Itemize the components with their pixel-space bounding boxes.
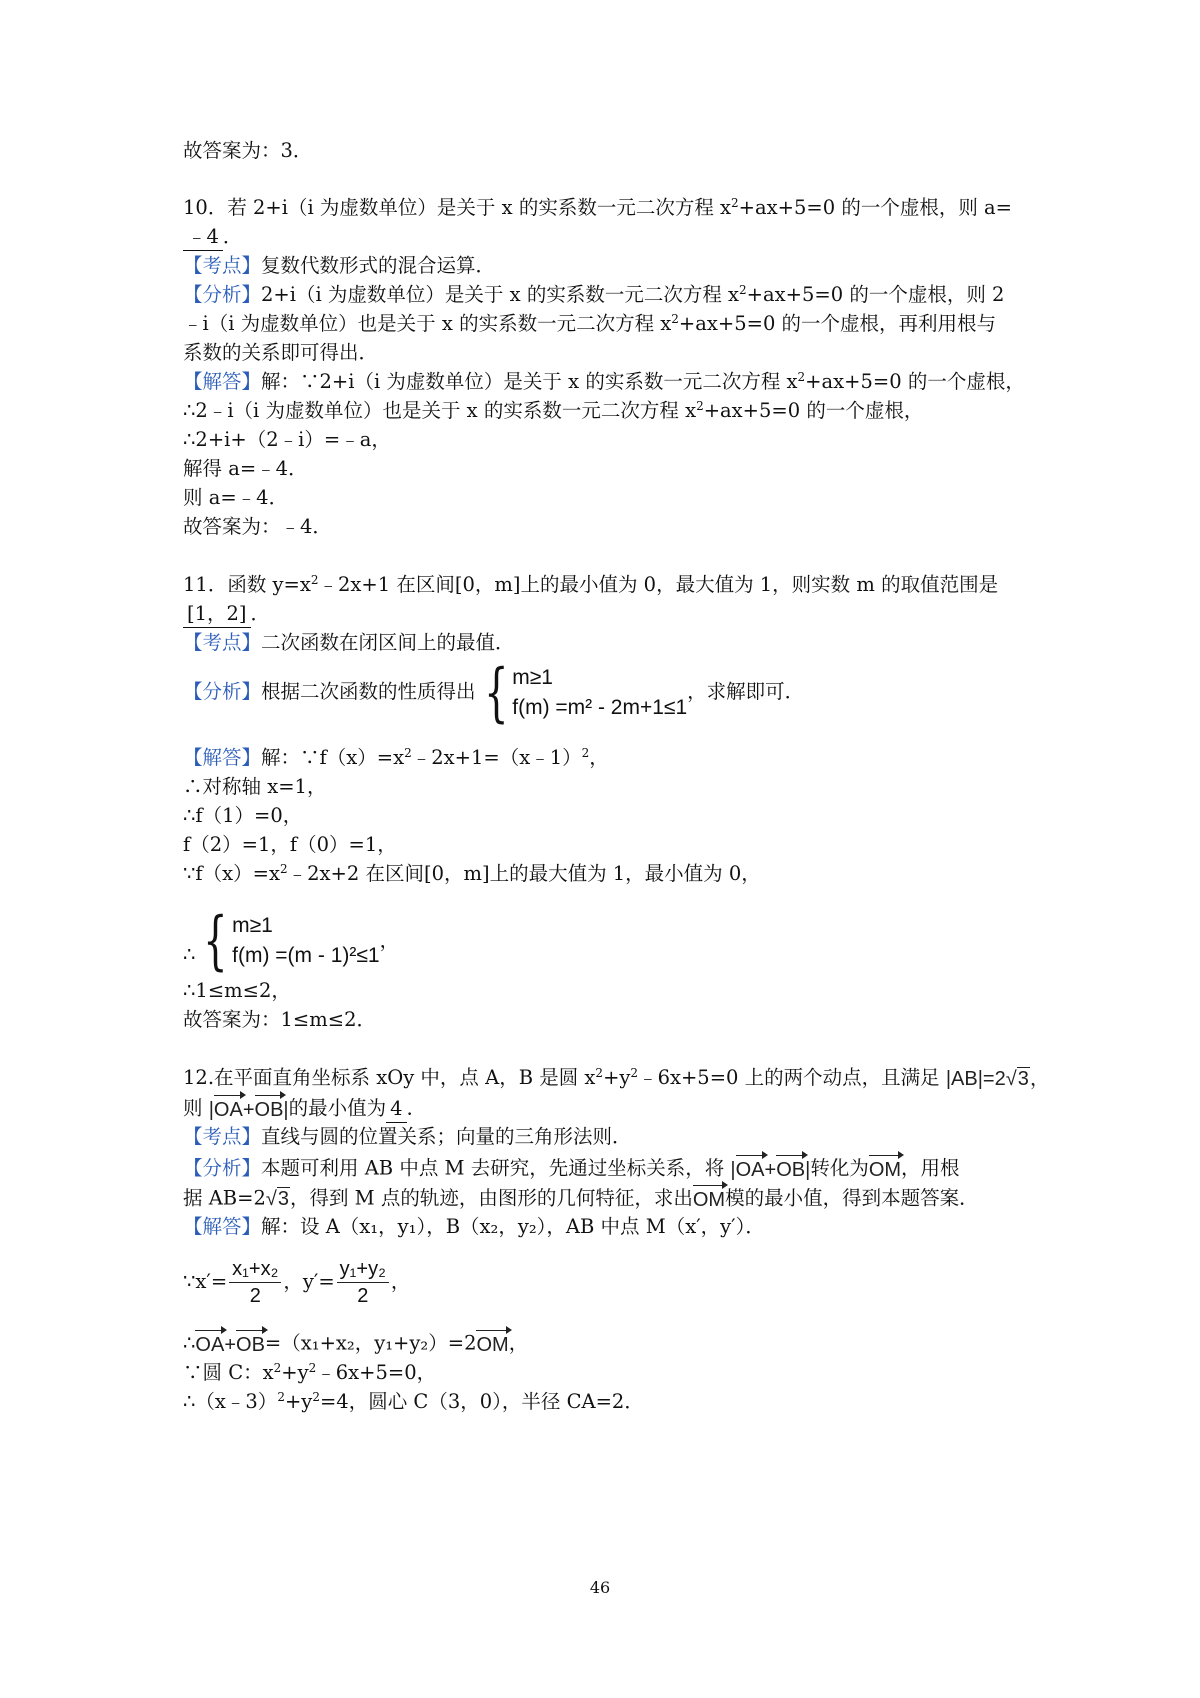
- q11-jieda-8: 故答案为：1≤m≤2．: [183, 1008, 376, 1031]
- q10-kaodian: 【考点】复数代数形式的混合运算．: [183, 254, 496, 277]
- fenxi-tag: 【分析】: [183, 283, 262, 306]
- q12-answer: 4: [386, 1096, 406, 1123]
- kaodian-tag: 【考点】: [183, 1125, 262, 1148]
- q10-jieda-3: ∴2+i+（2﹣i）=﹣a，: [183, 428, 391, 451]
- page-number: 46: [589, 1578, 611, 1597]
- q11-jieda-6: ∴ { m≥1 f(m) =(m - 1)²≤1 ，: [183, 904, 400, 978]
- q10-answer: ﹣4: [183, 224, 223, 251]
- q11-fenxi: 【分析】根据二次函数的性质得出 { m≥1 f(m) =m² - 2m+1≤1 ，求解即可．: [183, 655, 805, 730]
- vector-sum-abs: |OA+OB|: [209, 1095, 289, 1123]
- q12-stem-2: 则 |OA+OB|的最小值为 4 ．: [183, 1096, 427, 1121]
- q11-jieda-3: ∴f（1）=0，: [183, 804, 303, 827]
- q11-jieda-7: ∴1≤m≤2，: [183, 979, 291, 1002]
- q12-kaodian: 【考点】直线与圆的位置关系；向量的三角形法则．: [183, 1125, 632, 1148]
- q10-answer-line: ﹣4 ．: [183, 224, 242, 251]
- q12-jieda-2: ∵x′= $\frac{\text{x₁+x₂}}{2}$ ，y′= $\frac{\text{y₁+y₂}}{2}$ ，: [183, 1258, 411, 1307]
- q10-jieda-5: 则 a=﹣4．: [183, 486, 289, 509]
- fenxi-tag: 【分析】: [183, 680, 262, 703]
- ab-length-formula: |AB|=2√3，: [945, 1067, 1050, 1090]
- q10-jieda-1: 【解答】解：∵2+i（i 为虚数单位）是关于 x 的实系数一元二次方程 $x^2+ax+5=0$ 的一个虚根，: [183, 370, 1025, 393]
- jieda-tag: 【解答】: [183, 370, 262, 393]
- q10-fenxi-3: 系数的关系即可得出．: [183, 341, 379, 364]
- q11-stem: 11．函数 $y=x^2﹣2x+1$ 在区间[0，m]上的最小值为 0，最大值为 1，则实数 m 的取值范围是: [183, 573, 999, 596]
- fraction-y: $\frac{\text{y₁+y₂}}{2}$: [337, 1256, 389, 1309]
- fenxi-tag: 【分析】: [183, 1156, 262, 1180]
- fraction-x: $\frac{\text{x₁+x₂}}{2}$: [229, 1256, 281, 1309]
- q11-answer: [1，2]: [183, 601, 251, 628]
- q11-fenxi-system: { m≥1 f(m) =m² - 2m+1≤1: [483, 655, 688, 730]
- q11-kaodian: 【考点】二次函数在闭区间上的最值．: [183, 631, 515, 654]
- q10-stem: 10．若 2+i（i 为虚数单位）是关于 x 的实系数一元二次方程 $x^2+ax+5=0$ 的一个虚根，则 a=: [183, 196, 1012, 219]
- q10-jieda-4: 解得 a=﹣4．: [183, 457, 308, 480]
- kaodian-tag: 【考点】: [183, 254, 262, 277]
- kaodian-tag: 【考点】: [183, 631, 262, 654]
- q12-jieda-5: $\therefore(x﹣3)^2+y^2=4$，圆心 C（3，0），半径 CA=2．: [183, 1390, 644, 1413]
- q12-jieda-4: ∵圆 C：$x^2+y^2﹣6x+5=0$，: [183, 1361, 437, 1384]
- q12-jieda-1: 【解答】解：设 A（x₁，y₁），B（x₂，y₂），AB 中点 M（x′，y′）．: [183, 1215, 765, 1238]
- q11-jieda-1: 【解答】解：$\because f(x)=x^2﹣2x+1=(x﹣1)^2$，: [183, 746, 609, 769]
- q11-jieda-system: { m≥1 f(m) =(m - 1)²≤1: [203, 904, 380, 978]
- q11-jieda-5: $\because f(x)=x^2﹣2x+2$ 在区间[0，m]上的最大值为 1，最小值为 0，: [183, 862, 761, 885]
- q10-jieda-6: 故答案为：﹣4．: [183, 515, 332, 538]
- q10-fenxi-1: 【分析】2+i（i 为虚数单位）是关于 x 的实系数一元二次方程 $x^2+ax+5=0$ 的一个虚根，则 2: [183, 283, 1005, 306]
- q10-fenxi-2: ﹣i（i 为虚数单位）也是关于 x 的实系数一元二次方程 $x^2+ax+5=0$ 的一个虚根，再利用根与: [183, 312, 997, 335]
- q11-answer-line: [1，2] ．: [183, 601, 270, 628]
- q12-stem-1: 12.在平面直角坐标系 xOy 中，点 A，B 是圆 $x^2+y^2﹣6x+5=0$ 上的两个动点，且满足 |AB|=2√3，: [183, 1066, 1050, 1090]
- left-brace-icon: {: [203, 904, 228, 978]
- jieda-tag: 【解答】: [183, 1215, 262, 1238]
- jieda-tag: 【解答】: [183, 746, 262, 769]
- q11-jieda-4: f（2）=1，f（0）=1，: [183, 833, 397, 856]
- top-answer-line: 故答案为：3．: [183, 139, 313, 162]
- q11-jieda-2: ∴对称轴 x=1，: [183, 775, 327, 798]
- q10-jieda-2: ∴2﹣i（i 为虚数单位）也是关于 x 的实系数一元二次方程 $x^2+ax+5=0$ 的一个虚根，: [183, 399, 924, 422]
- q12-fenxi-1: 【分析】本题可利用 AB 中点 M 去研究，先通过坐标关系，将 |OA+OB|转化为OM，用根: [183, 1156, 960, 1181]
- left-brace-icon: {: [483, 655, 509, 730]
- q12-fenxi-2: 据 AB=2√3，得到 M 点的轨迹，由图形的几何特征，求出OM模的最小值，得到本题答案．: [183, 1186, 979, 1211]
- q12-jieda-3: ∴OA+OB=（x₁+x₂，y₁+y₂）=2OM，: [183, 1331, 529, 1356]
